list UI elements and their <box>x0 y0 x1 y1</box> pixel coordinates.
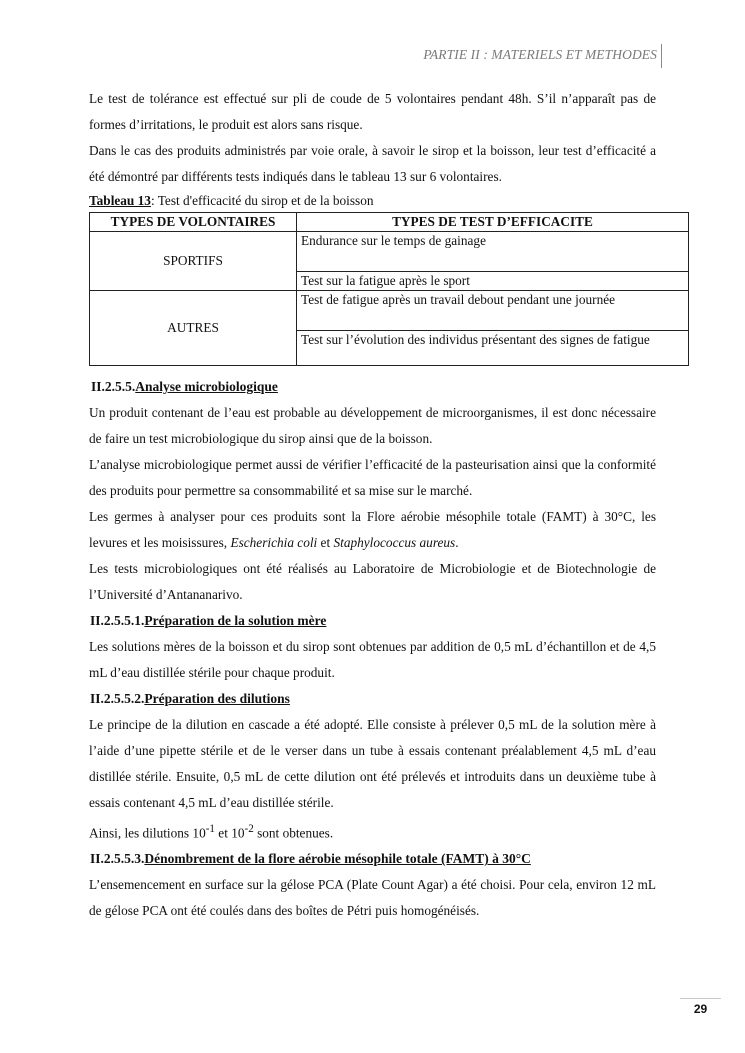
section-title: Préparation de la solution mère <box>144 613 327 628</box>
paragraph: L’ensemencement en surface sur la gélose PCA (Plate Count Agar) a été choisi. Pour cela, environ 12 mL de gélose PCA ont été coulés dans des boîtes de Pétri puis homogénéisés. <box>89 877 656 919</box>
section-heading <box>89 374 656 400</box>
text-run: . <box>455 535 459 550</box>
text-run: et 10 <box>214 825 245 841</box>
table-row <box>90 291 689 331</box>
header-divider <box>661 44 662 68</box>
exponent: -1 <box>205 823 215 835</box>
column-header-tests: TYPES DE TEST D’EFFICACITE <box>297 213 689 232</box>
test-cell: Test sur la fatigue après le sport <box>297 272 689 291</box>
table-row <box>90 232 689 272</box>
test-cell: Endurance sur le temps de gainage <box>297 232 689 272</box>
paragraph: Les tests microbiologiques ont été réalisés au Laboratoire de Microbiologie et de Biotechnologie de l’Université d’Antananarivo. <box>89 561 656 602</box>
page-number: 29 <box>693 1002 708 1016</box>
text-run: Les germes à analyser pour ces produits sont la Flore aérobie mésophile totale (FAMT) à 30°C, les levures et les moisissures, <box>89 509 656 550</box>
section-number: II.2.5.5.1. <box>90 613 145 628</box>
paragraph: Les solutions mères de la boisson et du sirop sont obtenues par addition de 0,5 mL d’échantillon et de 4,5 mL d’eau distillée stérile pour chaque produit. <box>89 639 656 680</box>
subsection-heading <box>89 686 656 712</box>
section-number: II.2.5.5.2. <box>90 691 145 706</box>
table-header-row <box>90 213 689 232</box>
efficacy-table <box>89 212 689 366</box>
column-header-volunteers: TYPES DE VOLONTAIRES <box>90 213 297 232</box>
footer-divider <box>680 998 721 999</box>
section-title: Analyse microbiologique <box>135 379 278 394</box>
table-caption-text: : Test d'efficacité du sirop et de la boisson <box>150 193 374 208</box>
paragraph: L’analyse microbiologique permet aussi de vérifier l’efficacité de la pasteurisation ainsi que la conformité des produits pour permettre sa consommabilité et sa mise sur le marché. <box>89 457 656 498</box>
text-run: sont obtenues. <box>253 825 334 841</box>
page-body <box>89 86 656 924</box>
paragraph <box>89 816 656 846</box>
test-cell: Test de fatigue après un travail debout pendant une journée <box>297 291 689 331</box>
running-header: PARTIE II : MATERIELS ET METHODES <box>423 47 657 62</box>
subsection-heading <box>89 846 656 872</box>
section-title: Dénombrement de la flore aérobie mésophile totale (FAMT) à 30°C <box>144 851 531 867</box>
section-number: II.2.5.5.3. <box>90 851 145 867</box>
species-name: Escherichia coli <box>230 535 318 550</box>
text-run: et <box>317 535 334 550</box>
paragraph <box>89 504 656 556</box>
paragraph: Un produit contenant de l’eau est probable au développement de microorganismes, il est donc nécessaire de faire un test microbiologique du sirop ainsi que de la boisson. <box>89 405 656 446</box>
subsection-heading <box>89 608 656 634</box>
paragraph: Le test de tolérance est effectué sur pli de coude de 5 volontaires pendant 48h. S’il n’apparaît pas de formes d’irritations, le produit est alors sans risque. <box>89 91 656 132</box>
volunteer-cell: AUTRES <box>90 291 297 366</box>
section-title: Préparation des dilutions <box>144 691 290 706</box>
table-caption-label: Tableau 13 <box>89 193 151 208</box>
test-cell: Test sur l’évolution des individus présentant des signes de fatigue <box>297 331 689 366</box>
species-name: Staphylococcus aureus <box>333 535 456 550</box>
paragraph: Dans le cas des produits administrés par voie orale, à savoir le sirop et la boisson, leur test d’efficacité a été démontré par différents tests indiqués dans le tableau 13 sur 6 volontaires. <box>89 143 656 184</box>
paragraph: Le principe de la dilution en cascade a été adopté. Elle consiste à prélever 0,5 mL de la solution mère à l’aide d’une pipette stérile et de le verser dans un tube à essais contenant préalablement 4,5 mL d’eau distillée stérile. Ensuite, 0,5 mL de cette dilution ont été prélevés et introduits dans un deuxième tube à essais contenant 4,5 mL d’eau distillée stérile. <box>89 717 656 810</box>
table-caption <box>89 192 656 210</box>
section-number: II.2.5.5. <box>91 379 136 394</box>
exponent: -2 <box>244 823 254 835</box>
text-run: Ainsi, les dilutions 10 <box>89 825 206 841</box>
volunteer-cell: SPORTIFS <box>90 232 297 291</box>
